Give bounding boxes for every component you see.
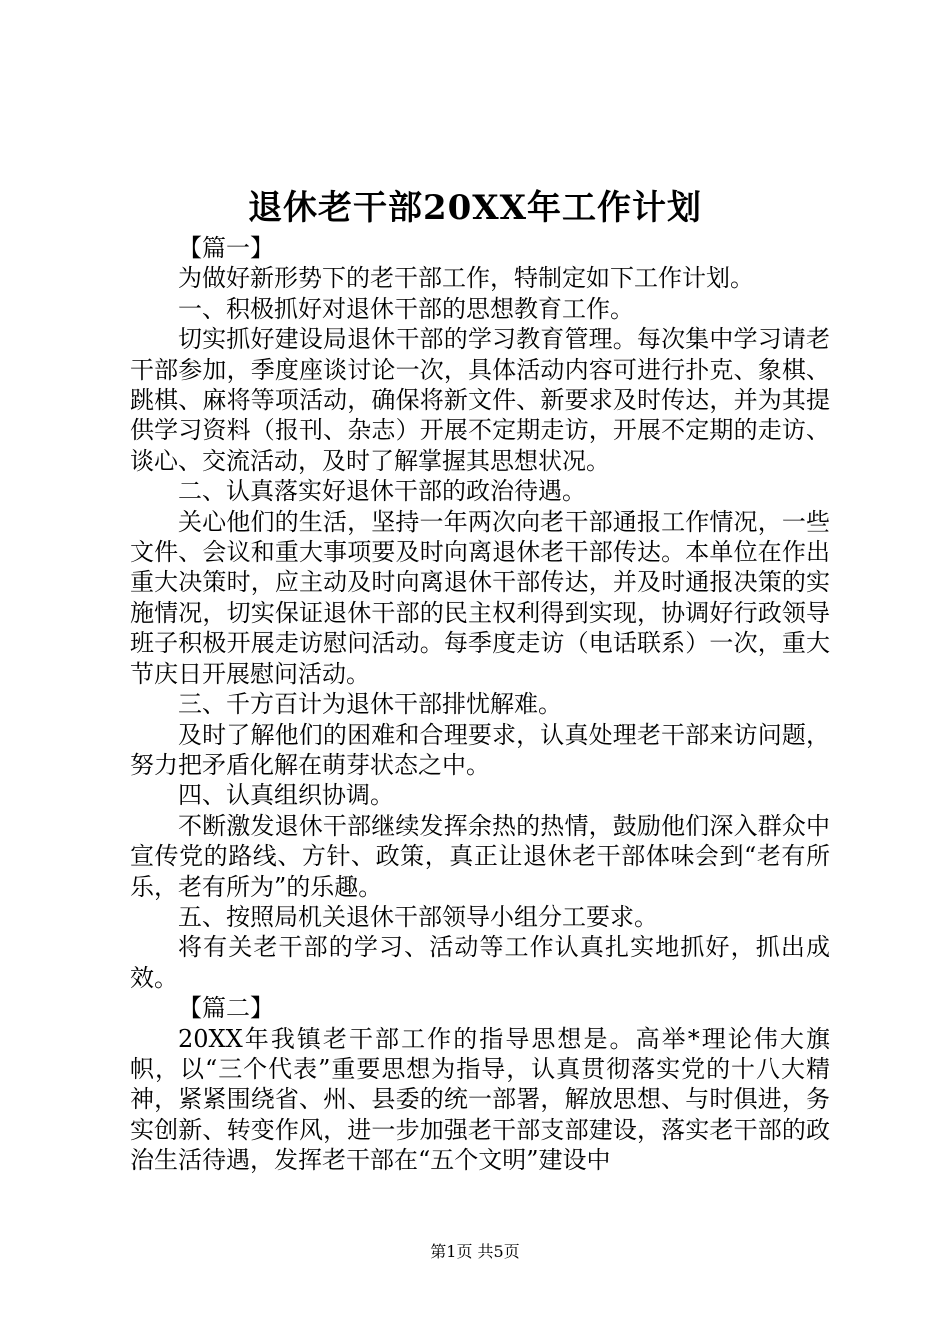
section-heading-part-two: 【篇二】 bbox=[178, 994, 274, 1023]
paragraph-item-three: 及时了解他们的困难和合理要求，认真处理老干部来访问题，努力把矛盾化解在萌芽状态之中。 bbox=[130, 720, 830, 779]
heading-item-five: 五、按照局机关退休干部领导小组分工要求。 bbox=[178, 902, 658, 931]
document-body bbox=[130, 233, 830, 1176]
paragraph-item-two: 关心他们的生活，坚持一年两次向老干部通报工作情况，一些文件、会议和重大事项要及时向离退休老干部传达。本单位在作出重大决策时，应主动及时向离退休干部传达，并及时通报决策的实施情况，切实保证退休干部的民主权利得到实现，协调好行政领导班子积极开展走访慰问活动。每季度走访（电话联系）一次，重大节庆日开展慰问活动。 bbox=[130, 507, 830, 688]
paragraph-part-two-guiding-thought: 20XX年我镇老干部工作的指导思想是。高举*理论伟大旗帜，以“三个代表”重要思想为指导，认真贯彻落实党的十八大精神，紧紧围绕省、州、县委的统一部署，解放思想、与时俱进，务实创新、转变作风，进一步加强老干部支部建设，落实老干部的政治生活待遇，发挥老干部在“五个文明”建设中 bbox=[130, 1024, 830, 1175]
document-title: 退休老干部20XX年工作计划 bbox=[247, 188, 703, 228]
paragraph-item-five: 将有关老干部的学习、活动等工作认真扎实地抓好，抓出成效。 bbox=[130, 933, 830, 992]
paragraph-item-four: 不断激发退休干部继续发挥余热的热情，鼓励他们深入群众中宣传党的路线、方针、政策，真正让退休老干部体味会到“老有所乐，老有所为”的乐趣。 bbox=[130, 811, 830, 901]
section-heading-part-one: 【篇一】 bbox=[178, 234, 274, 262]
paragraph-item-one: 切实抓好建设局退休干部的学习教育管理。每次集中学习请老干部参加，季度座谈讨论一次，具体活动内容可进行扑克、象棋、跳棋、麻将等项活动，确保将新文件、新要求及时传达，并为其提供学习资料（报刊、杂志）开展不定期走访，开展不定期的走访、谈心、交流活动，及时了解掌握其思想状况。 bbox=[130, 325, 830, 475]
intro-paragraph: 为做好新形势下的老干部工作，特制定如下工作计划。 bbox=[178, 264, 754, 293]
heading-item-two: 二、认真落实好退休干部的政治待遇。 bbox=[178, 477, 586, 506]
heading-item-three: 三、千方百计为退休干部排忧解难。 bbox=[178, 690, 562, 719]
heading-item-one: 一、积极抓好对退休干部的思想教育工作。 bbox=[178, 294, 634, 323]
heading-item-four: 四、认真组织协调。 bbox=[178, 781, 394, 810]
page-number-footer: 第1页 共5页 bbox=[430, 1242, 520, 1261]
